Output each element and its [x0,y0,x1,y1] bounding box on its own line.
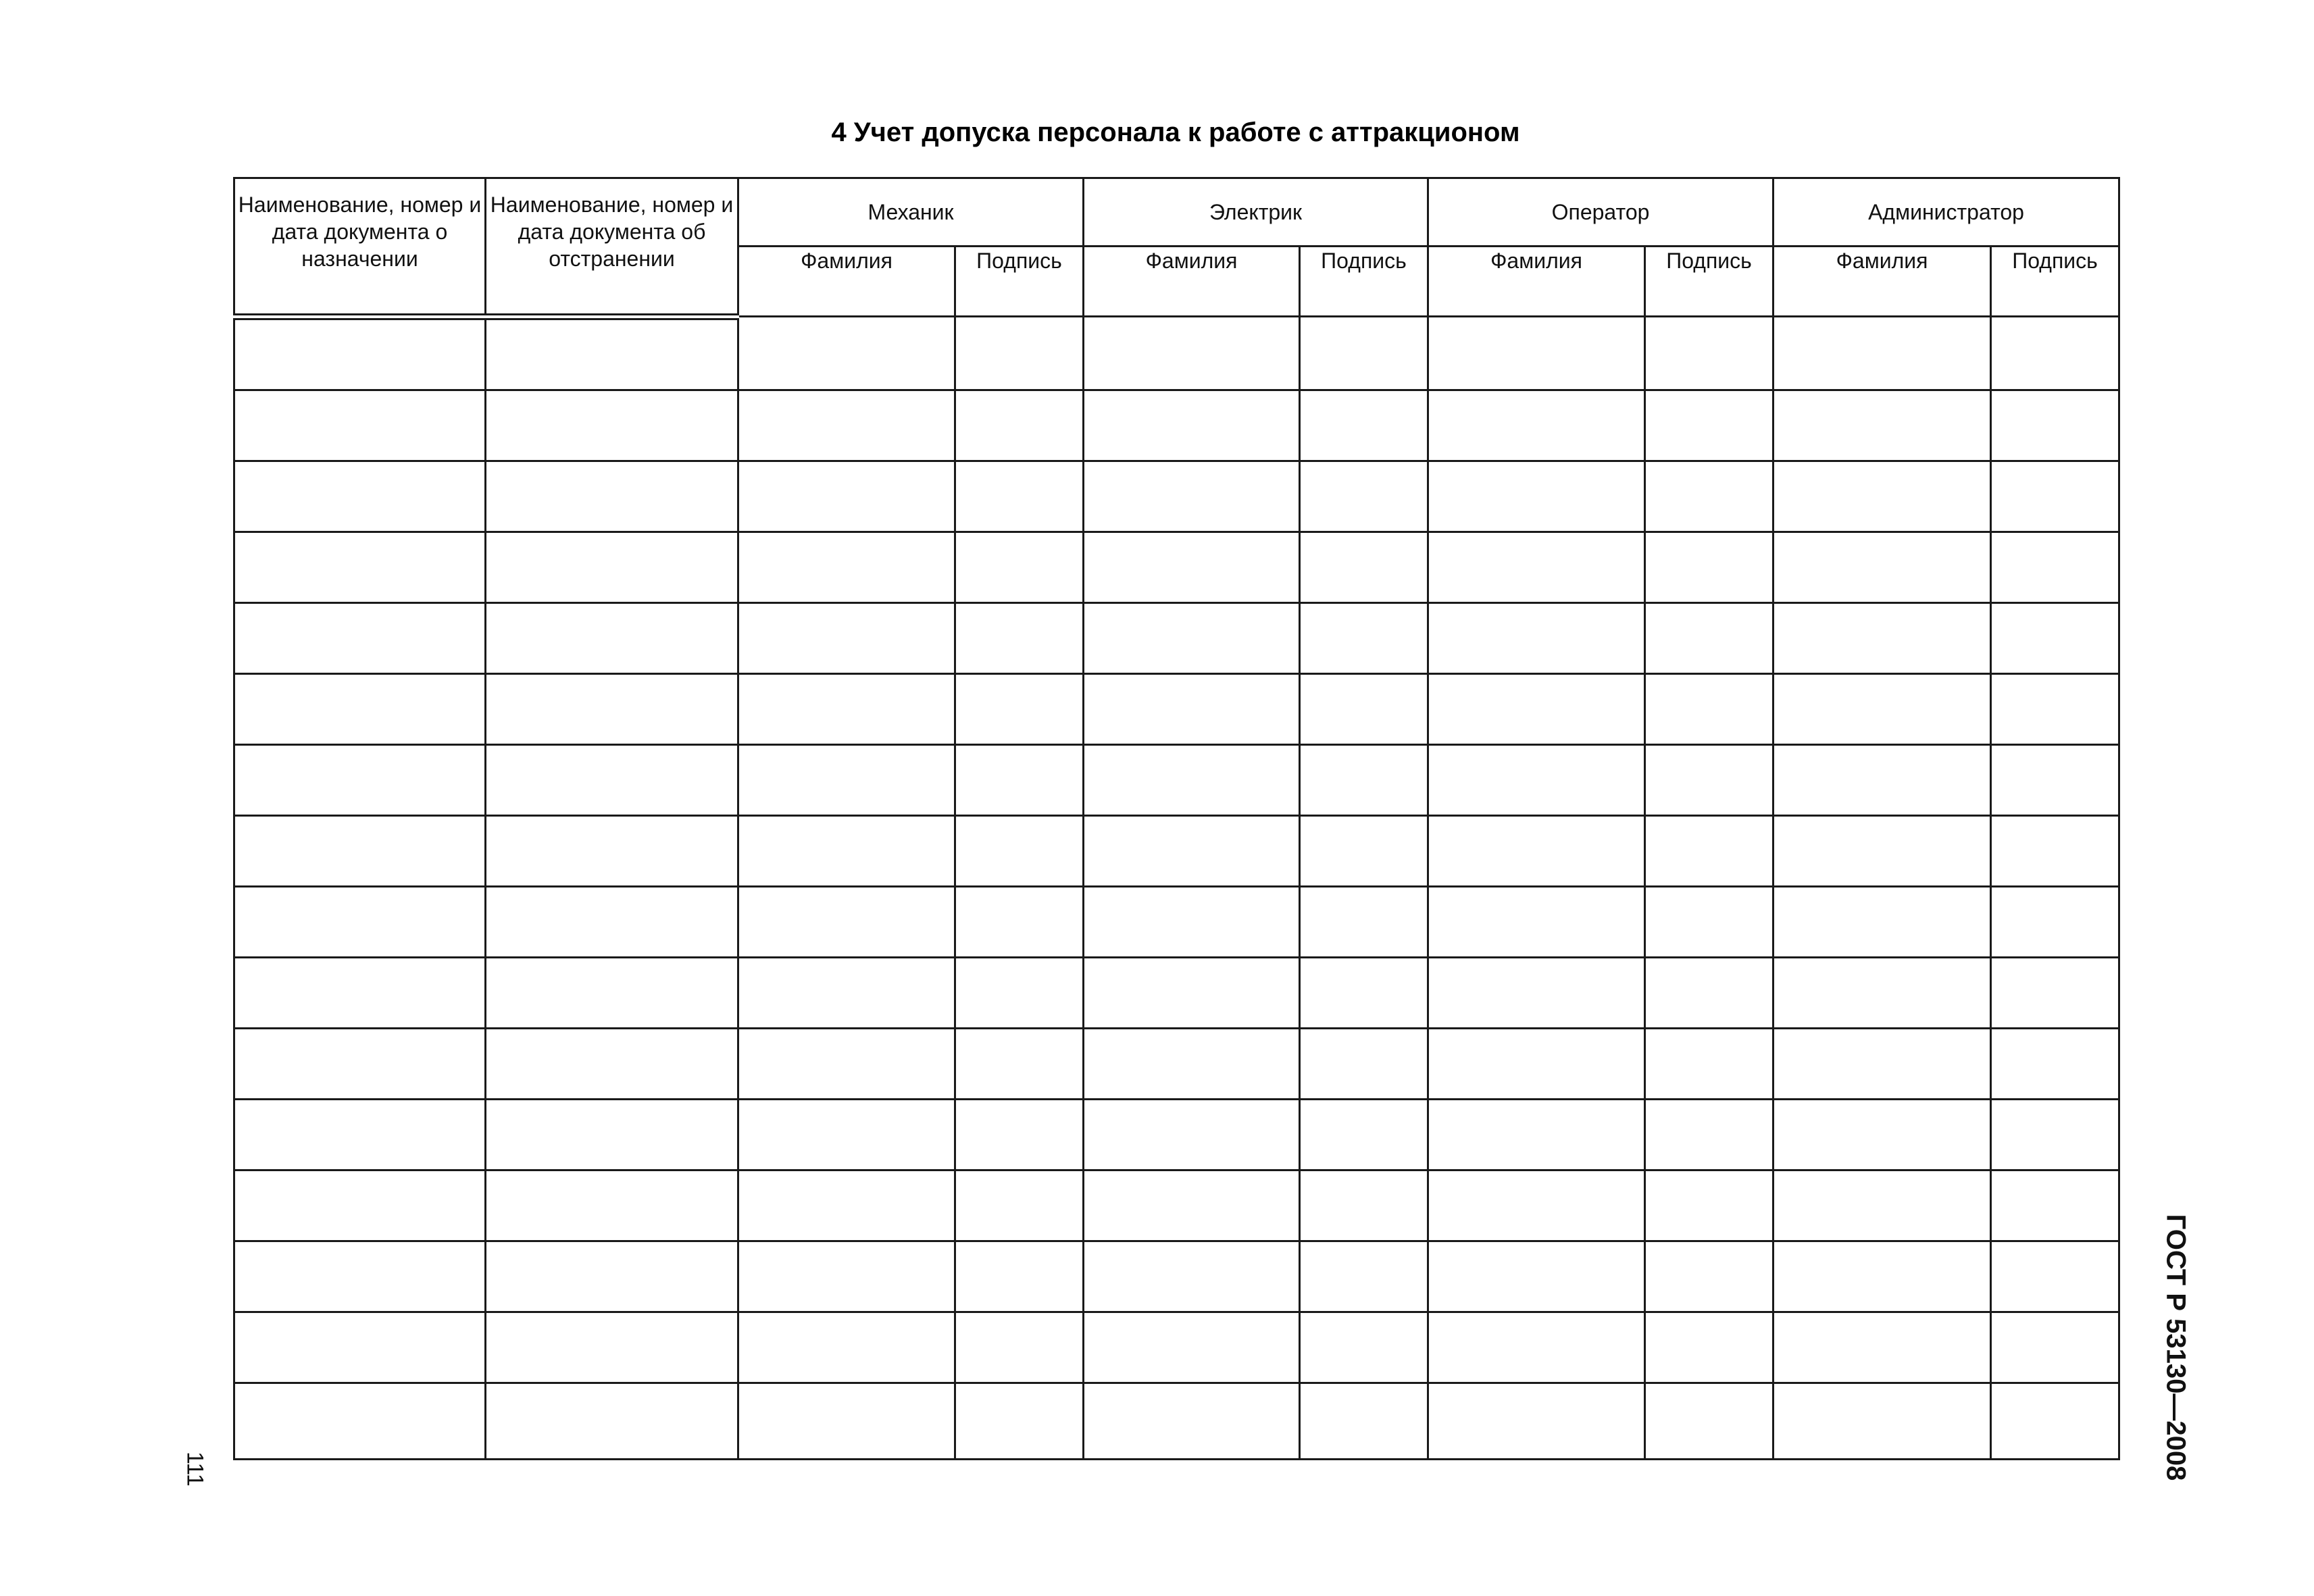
table-cell[interactable] [1084,602,1300,673]
table-title: 4 Учет допуска персонала к работе с аттракционом [831,118,1520,147]
table-cell[interactable] [234,1383,486,1459]
table-cell[interactable] [234,1241,486,1312]
table-cell[interactable] [486,1028,738,1099]
table-cell[interactable] [1300,1383,1428,1459]
table-cell[interactable] [234,461,486,532]
table-cell[interactable] [486,461,738,532]
table-row [234,815,2119,886]
table-cell[interactable] [1991,1028,2119,1099]
table-cell[interactable] [955,602,1084,673]
table-row [234,317,2119,390]
table-body [234,317,2119,1460]
table-cell[interactable] [955,1383,1084,1459]
table-cell[interactable] [955,317,1084,390]
table-cell[interactable] [738,1241,955,1312]
table-row [234,957,2119,1028]
table-cell[interactable] [738,1170,955,1241]
table-cell[interactable] [738,957,955,1028]
table-cell[interactable] [1991,602,2119,673]
table-cell[interactable] [1300,744,1428,815]
table-cell[interactable] [1084,886,1300,957]
table-cell[interactable] [1428,1028,1645,1099]
table-cell[interactable] [1300,602,1428,673]
table-cell[interactable] [1300,532,1428,602]
table-cell[interactable] [738,602,955,673]
table-cell[interactable] [955,744,1084,815]
table-cell[interactable] [486,1241,738,1312]
page-number-text: 111 [182,1451,208,1487]
standard-designation [2155,1209,2196,1486]
table-cell[interactable] [1774,1028,1991,1099]
table-cell[interactable] [738,1099,955,1170]
table-cell[interactable] [1774,532,1991,602]
table-cell[interactable] [1774,1170,1991,1241]
table-cell[interactable] [1991,744,2119,815]
table-cell[interactable] [1084,390,1300,461]
table-cell[interactable] [1645,886,1774,957]
table-row [234,532,2119,602]
table-row [234,1312,2119,1383]
table-cell[interactable] [1774,1241,1991,1312]
table-row [234,1099,2119,1170]
table-cell[interactable] [1084,461,1300,532]
table-cell[interactable] [1428,1312,1645,1383]
table-cell[interactable] [1300,390,1428,461]
table-cell[interactable] [738,1383,955,1459]
table-cell[interactable] [1428,957,1645,1028]
table-cell[interactable] [234,1312,486,1383]
table-cell[interactable] [1774,1383,1991,1459]
table-cell[interactable] [1084,1099,1300,1170]
table-cell[interactable] [1991,1312,2119,1383]
table-cell[interactable] [955,1241,1084,1312]
table-cell[interactable] [486,1099,738,1170]
table-row [234,461,2119,532]
table-cell[interactable] [234,957,486,1028]
header-operator-signature: Подпись [1645,247,1774,317]
table-cell[interactable] [1428,461,1645,532]
table-cell[interactable] [1991,1383,2119,1459]
header-appointment-document: Наименование, номер и дата документа о назначении [234,178,486,317]
table-cell[interactable] [738,317,955,390]
table-cell[interactable] [1084,1241,1300,1312]
table-cell[interactable] [1428,1241,1645,1312]
table-cell[interactable] [955,1099,1084,1170]
table-cell[interactable] [1428,390,1645,461]
table-cell[interactable] [1084,1028,1300,1099]
table-cell[interactable] [1991,390,2119,461]
table-cell[interactable] [1774,744,1991,815]
table-row [234,602,2119,673]
table-cell[interactable] [486,532,738,602]
table-cell[interactable] [1774,461,1991,532]
table-cell[interactable] [234,602,486,673]
table-cell[interactable] [1428,532,1645,602]
table-cell[interactable] [1774,1099,1991,1170]
table-cell[interactable] [1991,461,2119,532]
table-cell[interactable] [486,1312,738,1383]
table-cell[interactable] [1300,673,1428,744]
table-cell[interactable] [1991,532,2119,602]
table-cell[interactable] [955,1028,1084,1099]
table-cell[interactable] [234,1028,486,1099]
table-cell[interactable] [738,673,955,744]
table-cell[interactable] [1991,1099,2119,1170]
header-mechanic-signature: Подпись [955,247,1084,317]
table-cell[interactable] [1991,1241,2119,1312]
table-cell[interactable] [1774,815,1991,886]
header-removal-document: Наименование, номер и дата документа об отстранении [486,178,738,317]
table-cell[interactable] [1645,532,1774,602]
header-mechanic-surname: Фамилия [738,247,955,317]
table-row [234,1241,2119,1312]
table-cell[interactable] [955,886,1084,957]
table-cell[interactable] [1645,1312,1774,1383]
table-cell[interactable] [738,1028,955,1099]
table-cell[interactable] [234,317,486,390]
table-cell[interactable] [1645,744,1774,815]
table-row [234,744,2119,815]
table-cell[interactable] [1300,886,1428,957]
table-cell[interactable] [1774,957,1991,1028]
table-cell[interactable] [1084,957,1300,1028]
header-electrician-signature: Подпись [1300,247,1428,317]
table-cell[interactable] [1645,957,1774,1028]
table-cell[interactable] [1084,673,1300,744]
header-group-mechanic: Механик [738,178,1084,247]
header-administrator-surname: Фамилия [1774,247,1991,317]
page-number [181,1445,208,1493]
table-cell[interactable] [1428,673,1645,744]
table-cell[interactable] [1774,886,1991,957]
header-group-operator: Оператор [1428,178,1774,247]
table-cell[interactable] [738,461,955,532]
personnel-admission-table [233,177,2120,1460]
table-cell[interactable] [1428,886,1645,957]
header-group-administrator: Администратор [1774,178,2119,247]
table-cell[interactable] [1774,317,1991,390]
table-cell[interactable] [955,673,1084,744]
table-cell[interactable] [1645,317,1774,390]
table-cell[interactable] [1300,461,1428,532]
table-row [234,390,2119,461]
table-cell[interactable] [1645,1383,1774,1459]
table-cell[interactable] [1991,957,2119,1028]
table-cell[interactable] [234,1099,486,1170]
table-cell[interactable] [1300,1028,1428,1099]
table-row [234,1383,2119,1459]
table-cell[interactable] [1991,886,2119,957]
table-cell[interactable] [234,1170,486,1241]
standard-designation-text: ГОСТ Р 53130—2008 [2161,1214,2191,1481]
table-cell[interactable] [486,602,738,673]
table-cell[interactable] [1300,815,1428,886]
table-cell[interactable] [955,957,1084,1028]
table-cell[interactable] [1645,1028,1774,1099]
table-cell[interactable] [955,390,1084,461]
table-row [234,1170,2119,1241]
table-cell[interactable] [1428,1099,1645,1170]
table-cell[interactable] [1084,744,1300,815]
header-electrician-surname: Фамилия [1084,247,1300,317]
table-cell[interactable] [1428,602,1645,673]
table-cell[interactable] [486,673,738,744]
table-cell[interactable] [1645,461,1774,532]
table-cell[interactable] [486,317,738,390]
table-cell[interactable] [1645,1241,1774,1312]
table-cell[interactable] [1645,602,1774,673]
table-cell[interactable] [1645,673,1774,744]
header-administrator-signature: Подпись [1991,247,2119,317]
table-cell[interactable] [1300,1099,1428,1170]
table-cell[interactable] [486,1170,738,1241]
table-cell[interactable] [486,744,738,815]
table-cell[interactable] [955,1312,1084,1383]
header-group-electrician: Электрик [1084,178,1428,247]
table-cell[interactable] [1084,317,1300,390]
table-cell[interactable] [1645,815,1774,886]
table-cell[interactable] [1991,1170,2119,1241]
table-cell[interactable] [738,390,955,461]
table-cell[interactable] [234,815,486,886]
table-cell[interactable] [486,886,738,957]
table-cell[interactable] [1645,390,1774,461]
table-cell[interactable] [1774,673,1991,744]
table-cell[interactable] [955,1170,1084,1241]
table-cell[interactable] [1084,1312,1300,1383]
table-cell[interactable] [738,532,955,602]
table-cell[interactable] [955,815,1084,886]
table-cell[interactable] [1084,815,1300,886]
table-cell[interactable] [955,532,1084,602]
table-cell[interactable] [955,461,1084,532]
table-cell[interactable] [1428,815,1645,886]
table-row [234,1028,2119,1099]
table-cell[interactable] [1991,815,2119,886]
table-cell[interactable] [234,744,486,815]
table-cell[interactable] [738,886,955,957]
table-cell[interactable] [1428,1383,1645,1459]
table-cell[interactable] [1300,1170,1428,1241]
table-cell[interactable] [1428,744,1645,815]
table-cell[interactable] [738,815,955,886]
table-row [234,673,2119,744]
table-cell[interactable] [738,1312,955,1383]
table-cell[interactable] [486,1383,738,1459]
table-cell[interactable] [1774,390,1991,461]
table-cell[interactable] [738,744,955,815]
table-cell[interactable] [1300,317,1428,390]
table-cell[interactable] [1300,957,1428,1028]
table-cell[interactable] [1084,532,1300,602]
table-cell[interactable] [1084,1170,1300,1241]
table-cell[interactable] [234,532,486,602]
header-row-groups [234,178,2119,247]
table-cell[interactable] [486,390,738,461]
table-cell[interactable] [1428,1170,1645,1241]
table-cell[interactable] [1774,602,1991,673]
table-cell[interactable] [234,390,486,461]
table-cell[interactable] [1645,1099,1774,1170]
table-cell[interactable] [486,957,738,1028]
table-cell[interactable] [1645,1170,1774,1241]
table-cell[interactable] [1991,317,2119,390]
table-cell[interactable] [1084,1383,1300,1459]
table-cell[interactable] [234,886,486,957]
table-cell[interactable] [1991,673,2119,744]
table-cell[interactable] [1300,1312,1428,1383]
table-cell[interactable] [1300,1241,1428,1312]
table-cell[interactable] [1774,1312,1991,1383]
table-cell[interactable] [486,815,738,886]
table-cell[interactable] [1428,317,1645,390]
table-row [234,886,2119,957]
table-cell[interactable] [234,673,486,744]
header-operator-surname: Фамилия [1428,247,1645,317]
